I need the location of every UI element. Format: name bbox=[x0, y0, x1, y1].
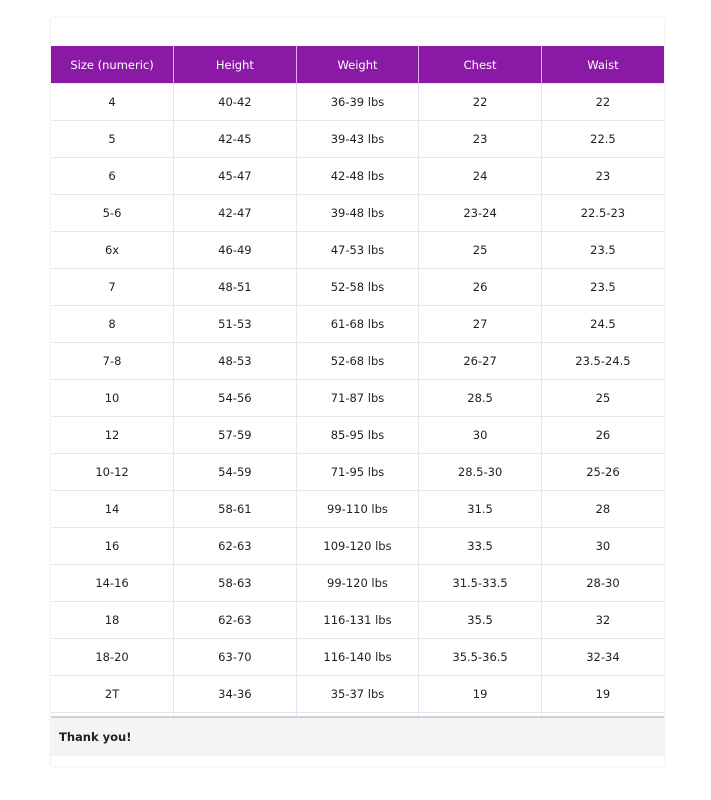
cell-chest: 35.5 bbox=[419, 602, 542, 639]
cell-height: 45-47 bbox=[174, 158, 297, 195]
table-row bbox=[51, 158, 664, 195]
cell-waist: 23.5 bbox=[541, 232, 664, 269]
table-row bbox=[51, 195, 664, 232]
cell-height: 48-51 bbox=[174, 269, 297, 306]
table-row bbox=[51, 565, 664, 602]
table-row bbox=[51, 84, 664, 121]
cell-height: 34-36 bbox=[174, 676, 297, 713]
cell-waist: 28 bbox=[541, 491, 664, 528]
cell-weight: 39-48 lbs bbox=[296, 195, 419, 232]
cell-height: 51-53 bbox=[174, 306, 297, 343]
column-header-height: Height bbox=[174, 46, 297, 84]
cell-weight: 85-95 lbs bbox=[296, 417, 419, 454]
cell-weight: 61-68 lbs bbox=[296, 306, 419, 343]
cell-chest: 26-27 bbox=[419, 343, 542, 380]
cell-size: 16 bbox=[51, 528, 174, 565]
cell-size: 8 bbox=[51, 306, 174, 343]
cell-height: 57-59 bbox=[174, 417, 297, 454]
cell-height: 62-63 bbox=[174, 602, 297, 639]
cell-size: 10 bbox=[51, 380, 174, 417]
table-header-row bbox=[51, 46, 664, 84]
cell-size: 7 bbox=[51, 269, 174, 306]
table-row bbox=[51, 639, 664, 676]
cell-chest: 27 bbox=[419, 306, 542, 343]
cell-chest: 22 bbox=[419, 84, 542, 121]
cell-size: 4 bbox=[51, 84, 174, 121]
cell-chest: 19 bbox=[419, 676, 542, 713]
cell-waist: 25-26 bbox=[541, 454, 664, 491]
cell-waist: 30 bbox=[541, 528, 664, 565]
cell-waist: 23.5-24.5 bbox=[541, 343, 664, 380]
cell-height: 54-59 bbox=[174, 454, 297, 491]
cell-size: 12 bbox=[51, 417, 174, 454]
spacer-cell bbox=[174, 713, 297, 718]
cell-chest: 28.5 bbox=[419, 380, 542, 417]
cell-weight: 39-43 lbs bbox=[296, 121, 419, 158]
table-row bbox=[51, 454, 664, 491]
table-row bbox=[51, 269, 664, 306]
table-row bbox=[51, 676, 664, 713]
cell-height: 40-42 bbox=[174, 84, 297, 121]
cell-waist: 22.5-23 bbox=[541, 195, 664, 232]
table-row bbox=[51, 417, 664, 454]
cell-waist: 23.5 bbox=[541, 269, 664, 306]
cell-waist: 26 bbox=[541, 417, 664, 454]
cell-size: 2T bbox=[51, 676, 174, 713]
thank-you-text: Thank you! bbox=[59, 730, 132, 744]
size-chart-card bbox=[51, 18, 664, 766]
cell-weight: 99-110 lbs bbox=[296, 491, 419, 528]
cell-height: 42-45 bbox=[174, 121, 297, 158]
cell-chest: 25 bbox=[419, 232, 542, 269]
spacer-cell bbox=[296, 713, 419, 718]
cell-size: 6 bbox=[51, 158, 174, 195]
cell-waist: 19 bbox=[541, 676, 664, 713]
cell-weight: 99-120 lbs bbox=[296, 565, 419, 602]
cell-height: 54-56 bbox=[174, 380, 297, 417]
table-body bbox=[51, 84, 664, 718]
cell-chest: 24 bbox=[419, 158, 542, 195]
cell-weight: 42-48 lbs bbox=[296, 158, 419, 195]
cell-chest: 28.5-30 bbox=[419, 454, 542, 491]
footer-note bbox=[51, 718, 664, 756]
table-row bbox=[51, 343, 664, 380]
cell-size: 5-6 bbox=[51, 195, 174, 232]
cell-size: 6x bbox=[51, 232, 174, 269]
cell-height: 62-63 bbox=[174, 528, 297, 565]
cell-weight: 36-39 lbs bbox=[296, 84, 419, 121]
cell-waist: 32 bbox=[541, 602, 664, 639]
cell-waist: 24.5 bbox=[541, 306, 664, 343]
cell-chest: 35.5-36.5 bbox=[419, 639, 542, 676]
cell-weight: 71-87 lbs bbox=[296, 380, 419, 417]
size-chart-table bbox=[51, 46, 664, 718]
spacer-cell bbox=[51, 713, 174, 718]
table-row bbox=[51, 602, 664, 639]
cell-chest: 31.5-33.5 bbox=[419, 565, 542, 602]
table-row bbox=[51, 528, 664, 565]
cell-chest: 31.5 bbox=[419, 491, 542, 528]
table-row bbox=[51, 380, 664, 417]
cell-size: 18-20 bbox=[51, 639, 174, 676]
table-spacer-row bbox=[51, 713, 664, 718]
cell-weight: 52-68 lbs bbox=[296, 343, 419, 380]
cell-waist: 32-34 bbox=[541, 639, 664, 676]
cell-height: 58-63 bbox=[174, 565, 297, 602]
cell-height: 48-53 bbox=[174, 343, 297, 380]
table-row bbox=[51, 232, 664, 269]
cell-chest: 23 bbox=[419, 121, 542, 158]
cell-weight: 35-37 lbs bbox=[296, 676, 419, 713]
cell-height: 42-47 bbox=[174, 195, 297, 232]
cell-weight: 47-53 lbs bbox=[296, 232, 419, 269]
cell-height: 46-49 bbox=[174, 232, 297, 269]
cell-waist: 22.5 bbox=[541, 121, 664, 158]
cell-chest: 30 bbox=[419, 417, 542, 454]
cell-waist: 28-30 bbox=[541, 565, 664, 602]
cell-size: 18 bbox=[51, 602, 174, 639]
column-header-size: Size (numeric) bbox=[51, 46, 174, 84]
cell-chest: 33.5 bbox=[419, 528, 542, 565]
table-row bbox=[51, 306, 664, 343]
cell-weight: 109-120 lbs bbox=[296, 528, 419, 565]
cell-waist: 25 bbox=[541, 380, 664, 417]
cell-waist: 22 bbox=[541, 84, 664, 121]
spacer-cell bbox=[541, 713, 664, 718]
cell-chest: 26 bbox=[419, 269, 542, 306]
cell-height: 58-61 bbox=[174, 491, 297, 528]
cell-weight: 116-131 lbs bbox=[296, 602, 419, 639]
cell-weight: 116-140 lbs bbox=[296, 639, 419, 676]
card-top-gap bbox=[51, 18, 664, 46]
cell-size: 5 bbox=[51, 121, 174, 158]
cell-size: 14 bbox=[51, 491, 174, 528]
cell-weight: 71-95 lbs bbox=[296, 454, 419, 491]
column-header-waist: Waist bbox=[541, 46, 664, 84]
table-row bbox=[51, 121, 664, 158]
cell-height: 63-70 bbox=[174, 639, 297, 676]
table-row bbox=[51, 491, 664, 528]
column-header-chest: Chest bbox=[419, 46, 542, 84]
cell-waist: 23 bbox=[541, 158, 664, 195]
spacer-cell bbox=[419, 713, 542, 718]
cell-weight: 52-58 lbs bbox=[296, 269, 419, 306]
cell-size: 10-12 bbox=[51, 454, 174, 491]
cell-size: 7-8 bbox=[51, 343, 174, 380]
column-header-weight: Weight bbox=[296, 46, 419, 84]
cell-size: 14-16 bbox=[51, 565, 174, 602]
cell-chest: 23-24 bbox=[419, 195, 542, 232]
